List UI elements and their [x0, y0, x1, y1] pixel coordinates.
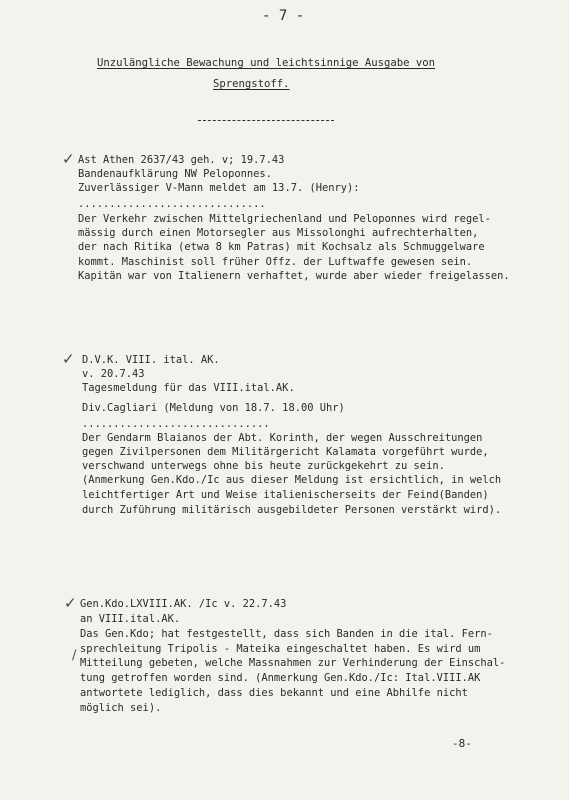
entry-2-line: gegen Zivilpersonen dem Militärgericht Kalamata vorgeführt wurde, — [82, 446, 489, 458]
entry-3-line: möglich sei). — [80, 702, 162, 714]
entry-2-line: leichtfertiger Art und Weise italienischerseits der Feind(Banden) — [82, 489, 489, 501]
entry-3-line: Das Gen.Kdo; hat festgestellt, dass sich Banden in die ital. Fern- — [80, 628, 493, 640]
entry-1-line: Zuverlässiger V-Mann meldet am 13.7. (Henry): — [78, 182, 360, 194]
entry-2-line: Der Gendarm Blaianos der Abt. Korinth, der wegen Ausschreitungen — [82, 432, 483, 444]
entry-1-line: kommt. Maschinist soll früher Offz. der Luftwaffe gewesen sein. — [78, 256, 473, 268]
handwritten-check-mark: ✓ — [62, 150, 75, 168]
entry-3-line: tung getroffen worden sind. (Anmerkung Gen.Kdo./Ic: Ital.VIII.AK — [80, 672, 481, 684]
entry-2-line: Tagesmeldung für das VIII.ital.AK. — [82, 382, 295, 394]
entry-1-line: Bandenaufklärung NW Peloponnes. — [78, 168, 272, 180]
handwritten-check-mark: ✓ — [64, 594, 77, 612]
entry-3-line: sprechleitung Tripolis - Mateika eingeschaltet haben. Es wird um — [80, 643, 481, 655]
entry-2-dots: .............................. — [82, 418, 270, 430]
section-title-line-1: Unzulängliche Bewachung und leichtsinnige Ausgabe von — [97, 57, 436, 69]
entry-2-line: D.V.K. VIII. ital. AK. — [82, 354, 220, 366]
entry-1-line: Ast Athen 2637/43 geh. v; 19.7.43 — [78, 154, 285, 166]
entry-3-line: Mitteilung gebeten, welche Massnahmen zur Verhinderung der Einschal- — [80, 657, 506, 669]
entry-1-line: Kapitän war von Italienern verhaftet, wurde aber wieder freigelassen. — [78, 270, 510, 282]
entry-1-line: der nach Ritika (etwa 8 km Patras) mit Kochsalz als Schmuggelware — [78, 241, 485, 253]
entry-3-line: Gen.Kdo.LXVIII.AK. /Ic v. 22.7.43 — [80, 598, 287, 610]
section-title-line-2: Sprengstoff. — [213, 78, 290, 90]
entry-2-line: Div.Cagliari (Meldung von 18.7. 18.00 Uhr) — [82, 402, 345, 414]
entry-1-dots: .............................. — [78, 198, 266, 210]
handwritten-check-mark: ✓ — [62, 350, 75, 368]
entry-1-line: Der Verkehr zwischen Mittelgriechenland und Peloponnes wird regel- — [78, 213, 491, 225]
entry-2-line: (Anmerkung Gen.Kdo./Ic aus dieser Meldung ist ersichtlich, in welch — [82, 474, 502, 486]
page-number: - 7 - — [262, 8, 305, 24]
title-separator-rule — [198, 120, 334, 121]
next-page-marker: -8- — [452, 737, 472, 750]
handwritten-slash-mark: / — [72, 648, 77, 663]
entry-2-line: verschwand unterwegs ohne bis heute zurückgekehrt zu sein. — [82, 460, 445, 472]
entry-3-line: an VIII.ital.AK. — [80, 613, 181, 625]
entry-1-line: mässig durch einen Motorsegler aus Missolonghi aufrechterhalten, — [78, 227, 479, 239]
entry-2-line: durch Zuführung militärisch ausgebildeter Personen verstärkt wird). — [82, 504, 502, 516]
entry-2-line: v. 20.7.43 — [82, 368, 145, 380]
entry-3-line: antwortete lediglich, dass dies bekannt und eine Abhilfe nicht — [80, 687, 468, 699]
